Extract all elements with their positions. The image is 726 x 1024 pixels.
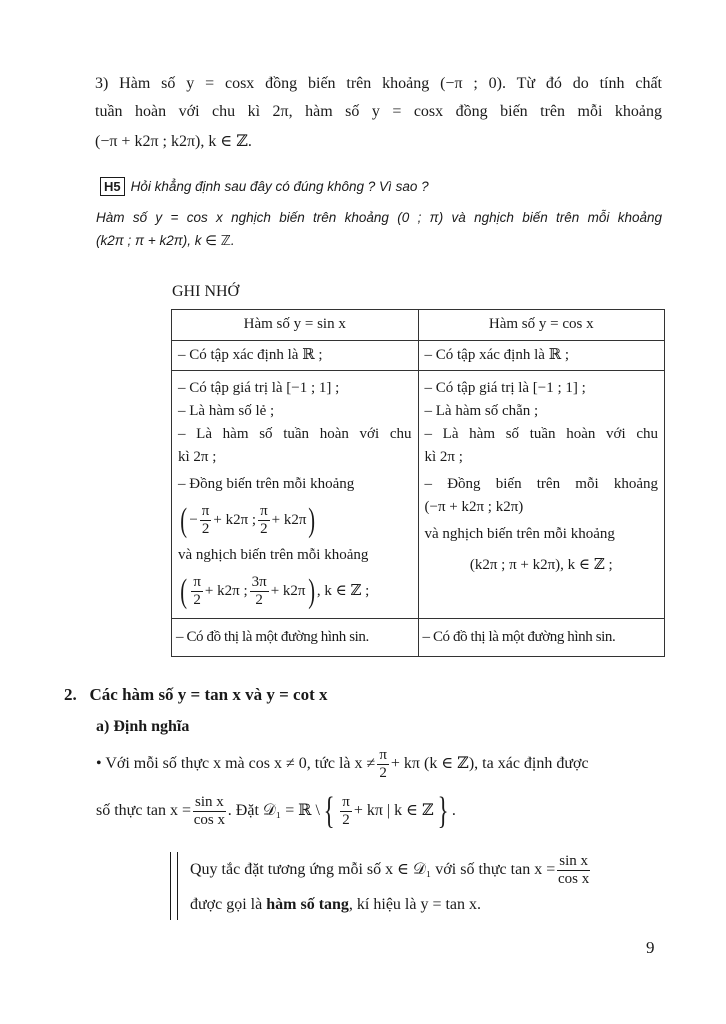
sin-graph: – Có đồ thị là một đường hình sin. — [172, 619, 419, 657]
frac-pi-over-2: $\frac{\pi}{2}$ — [379, 746, 387, 781]
para3-line3: (−π + k2π ; k2π), k ∈ ℤ. — [95, 133, 252, 150]
sin-incr-interval: ( − $\frac{\pi}{2}$ + k2π ; $\frac{\pi}{2}$ + k2π) — [180, 501, 316, 539]
frac-sinx-over-cosx: $\frac{\text{sin x}}{\text{cos x}}$ — [557, 852, 590, 887]
cos-decreasing: và nghịch biến trên mỗi khoảng — [424, 526, 615, 542]
rule-line1: Quy tắc đặt tương ứng mỗi số x ∈ 𝒟₁ với số thực tan x = $\frac{\text{sin x}}{\text{cos x}}$ — [190, 852, 590, 887]
h5-question: Hỏi khẳng định sau đây có đúng không ? Vì sao ? — [130, 179, 429, 194]
frac-pi-over-2: $\frac{\pi}{2}$ — [193, 574, 201, 609]
cos-incr-interval: (−π + k2π ; k2π) — [424, 499, 524, 515]
sin-range: – Có tập giá trị là [−1 ; 1] ; — [178, 380, 340, 396]
cos-increasing: – Đồng biến trên mỗi khoảng — [424, 476, 658, 492]
frac-sinx-over-cosx: $\frac{\text{sin x}}{\text{cos x}}$ — [193, 793, 226, 828]
h5-statement-line1: Hàm số y = cos x nghịch biến trên khoảng (0 ; π) và nghịch biến trên mỗi khoảng — [96, 210, 662, 225]
sin-domain: – Có tập xác định là ℝ ; — [178, 347, 323, 363]
h5-label: H5 — [100, 177, 125, 196]
cos-domain-cell — [418, 341, 665, 371]
sin-periodic-1: – Là hàm số tuần hoàn với chu — [178, 426, 412, 442]
memo-title: GHI NHỚ — [172, 283, 240, 300]
memo-col-cos: Hàm số y = cos x — [418, 310, 665, 341]
frac-pi-over-2: $\frac{\pi}{2}$ — [342, 793, 350, 828]
definition-line2: số thực tan x = $\frac{\text{sin x}}{\text{cos x}}$ . Đặt 𝒟₁ = ℝ \{ $\frac{\pi}{2}$ + kπ | k ∈ ℤ} . — [96, 790, 456, 833]
rule-line2: được gọi là hàm số tang, kí hiệu là y = tan x. — [190, 896, 482, 913]
cos-graph: – Có đồ thị là một đường hình sin. — [418, 619, 665, 657]
cos-decr-interval: (k2π ; π + k2π), k ∈ ℤ ; — [469, 557, 613, 573]
sin-properties-cell — [172, 371, 419, 619]
h5-statement-line2: (k2π ; π + k2π), k ∈ ℤ. — [96, 233, 235, 248]
cos-properties-cell — [418, 371, 665, 619]
rule-tang-term: hàm số tang — [266, 896, 349, 913]
sin-decr-interval: ( $\frac{\pi}{2}$ + k2π ; $\frac{3\pi}{2}$ + k2π) , k ∈ ℤ ; — [180, 572, 370, 610]
frac-pi-over-2: $\frac{\pi}{2}$ — [201, 503, 210, 538]
frac-pi-over-2: $\frac{\pi}{2}$ — [260, 503, 268, 538]
cos-domain: – Có tập xác định là ℝ ; — [424, 347, 570, 363]
page-number: 9 — [646, 938, 655, 957]
cos-periodic-2: kì 2π ; — [424, 449, 463, 465]
sin-decreasing: và nghịch biến trên mỗi khoảng — [178, 547, 369, 563]
para3-line2: tuần hoàn với chu kì 2π, hàm số y = cosx đồng biến trên mỗi khoảng — [95, 103, 662, 120]
sin-domain-cell — [172, 341, 419, 371]
sin-periodic-2: kì 2π ; — [178, 449, 217, 465]
rule-box-bar — [170, 852, 178, 920]
para3-line1: 3) Hàm số y = cosx đồng biến trên khoảng (−π ; 0). Từ đó do tính chất — [95, 75, 662, 92]
frac-3pi-over-2: $\frac{3\pi}{2}$ — [251, 574, 267, 609]
h5-header — [100, 177, 429, 196]
definition-line1: • Với mỗi số thực x mà cos x ≠ 0, tức là x ≠ $\frac{\pi}{2}$ + kπ (k ∈ ℤ), ta xác định được — [96, 746, 589, 781]
cos-even: – Là hàm số chẵn ; — [424, 403, 539, 419]
memo-col-sin: Hàm số y = sin x — [172, 310, 419, 341]
section2-sub-a: a) Định nghĩa — [96, 718, 190, 735]
cos-range: – Có tập giá trị là [−1 ; 1] ; — [424, 380, 586, 396]
sin-increasing: – Đồng biến trên mỗi khoảng — [178, 476, 355, 492]
memo-table — [171, 309, 665, 657]
section2-heading: 2. Các hàm số y = tan x và y = cot x — [64, 685, 328, 704]
cos-periodic-1: – Là hàm số tuần hoàn với chu — [424, 426, 658, 442]
sin-odd: – Là hàm số lẻ ; — [178, 403, 275, 419]
